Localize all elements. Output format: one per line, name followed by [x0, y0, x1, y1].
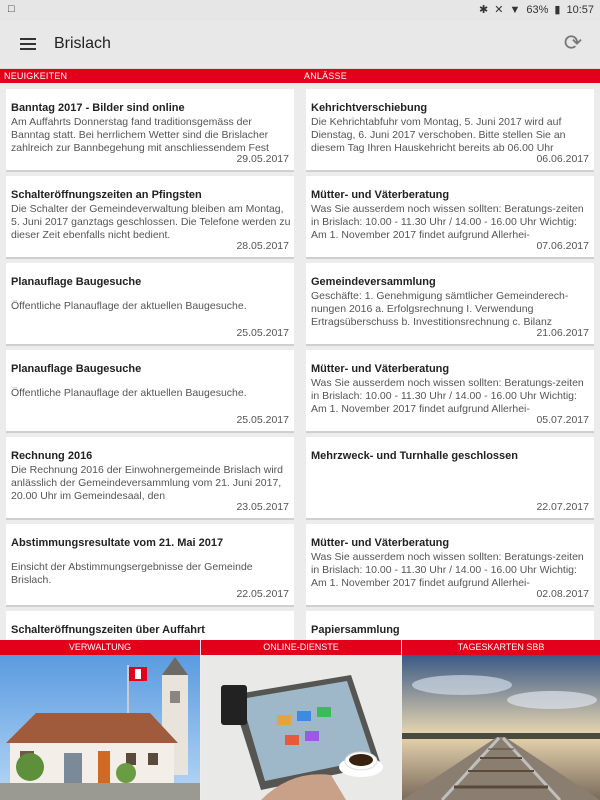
item-text: Die Rechnung 2016 der Einwohnergemeinde Brislach wird anlässlich der Gemeindeversammlung vom 21. Juni 2017, 20.00 Uhr im Gemeindesaal, den: [11, 464, 283, 502]
battery-level: 63%: [526, 3, 549, 16]
item-title: Abstimmungsresultate vom 21. Mai 2017: [11, 537, 224, 549]
item-date: 02.08.2017: [536, 588, 589, 600]
item-date: 23.05.2017: [236, 501, 289, 513]
item-date: 29.05.2017: [236, 153, 289, 165]
item-title: Mütter- und Väterberatung: [311, 363, 450, 375]
list-item[interactable]: [6, 176, 294, 259]
item-title: Mehrzweck- und Turnhalle geschlossen: [311, 450, 519, 462]
item-date: 21.06.2017: [536, 327, 589, 339]
item-date: 05.07.2017: [536, 414, 589, 426]
item-text: Am Auffahrts Donnerstag fand traditionsgemäss der Banntag statt. Bei herrlichem Wetter sind die Brislacher zahlreich zur Bannbegehung mit anschliessendem Fest: [11, 116, 269, 154]
tile-tageskarten-sbb[interactable]: [402, 640, 600, 800]
bluetooth-icon: ✱: [479, 4, 489, 16]
list-item[interactable]: [6, 263, 294, 346]
item-title: Schalteröffnungszeiten an Pfingsten: [11, 189, 202, 201]
item-text: Was Sie ausserdem noch wissen sollten: Beratungs-zeiten in Brislach: 10.00 - 11.30 Uhr / 14.00 - 16.00 Uhr Wichtig: Am 1. November 2017 findet aufgrund Allerhei-: [311, 377, 584, 415]
item-title: Banntag 2017 - Bilder sind online: [11, 102, 185, 114]
item-title: Rechnung 2016: [11, 450, 93, 462]
item-title: Planauflage Baugesuche: [11, 363, 142, 375]
item-date: 22.05.2017: [236, 588, 289, 600]
tile-label: TAGESKARTEN SBB: [402, 640, 600, 655]
tile-verwaltung[interactable]: [0, 640, 200, 800]
list-item[interactable]: [306, 89, 594, 172]
railway-tracks-image: [402, 655, 600, 800]
item-title: Papiersammlung: [311, 624, 400, 636]
hamburger-menu-icon[interactable]: [20, 38, 36, 50]
list-item[interactable]: [6, 89, 294, 172]
list-item[interactable]: [6, 350, 294, 433]
mute-icon: ✕: [494, 4, 504, 16]
item-title: Planauflage Baugesuche: [11, 276, 142, 288]
item-text: Einsicht der Abstimmungsergebnisse der Gemeinde Brislach.: [11, 561, 253, 586]
tile-label: VERWALTUNG: [0, 640, 200, 655]
item-text: Öffentliche Planauflage der aktuellen Baugesuche.: [11, 300, 247, 312]
list-item[interactable]: [306, 176, 594, 259]
town-hall-image: [0, 655, 200, 800]
app-title: Brislach: [54, 35, 111, 52]
list-item[interactable]: [6, 611, 294, 640]
section-header-news: NEUIGKEITEN: [0, 69, 300, 83]
item-title: Mütter- und Väterberatung: [311, 537, 450, 549]
item-date: 25.05.2017: [236, 327, 289, 339]
list-item[interactable]: [306, 437, 594, 520]
item-title: Kehrichtverschiebung: [311, 102, 428, 114]
item-text: Öffentliche Planauflage der aktuellen Baugesuche.: [11, 387, 247, 399]
clock: 10:57: [566, 3, 594, 16]
app-bar: [0, 20, 600, 69]
item-text: Die Schalter der Gemeindeverwaltung bleiben am Montag, 5. Juni 2017 ganztags geschlossen. Die Telefone werden zu dieser Zeit ebenfalls nicht bedient.: [11, 203, 291, 241]
tablet-coffee-image: [201, 655, 401, 800]
battery-icon: ▮: [554, 4, 561, 16]
item-date: 07.06.2017: [536, 240, 589, 252]
list-item[interactable]: [306, 263, 594, 346]
tile-online-dienste[interactable]: [201, 640, 401, 800]
list-item[interactable]: [306, 524, 594, 607]
notification-icon: □: [8, 3, 15, 15]
list-item[interactable]: [306, 350, 594, 433]
news-list[interactable]: [0, 83, 300, 640]
item-text: Die Kehrichtabfuhr vom Montag, 5. Juni 2017 wird auf Dienstag, 6. Juni 2017 verschoben. Bitte stellen Sie an diesem Tag Ihren Hauskehricht bereits ab 06.00 Uhr: [311, 116, 566, 154]
tile-label: ONLINE-DIENSTE: [201, 640, 401, 655]
events-list[interactable]: [300, 83, 600, 640]
item-text: [311, 464, 593, 504]
list-item[interactable]: [6, 524, 294, 607]
item-date: 22.07.2017: [536, 501, 589, 513]
item-date: 06.06.2017: [536, 153, 589, 165]
section-header-events: ANLÄSSE: [300, 69, 600, 83]
list-item[interactable]: [306, 611, 594, 640]
item-title: Gemeindeversammlung: [311, 276, 436, 288]
item-date: 28.05.2017: [236, 240, 289, 252]
item-title: Mütter- und Väterberatung: [311, 189, 450, 201]
item-text: Was Sie ausserdem noch wissen sollten: Beratungs-zeiten in Brislach: 10.00 - 11.30 Uhr / 14.00 - 16.00 Uhr Wichtig: Am 1. November 2017 findet aufgrund Allerhei-: [311, 551, 584, 589]
list-item[interactable]: [6, 437, 294, 520]
item-text: Was Sie ausserdem noch wissen sollten: Beratungs-zeiten in Brislach: 10.00 - 11.30 Uhr / 14.00 - 16.00 Uhr Wichtig: Am 1. November 2017 findet aufgrund Allerhei-: [311, 203, 584, 241]
status-bar: [0, 0, 600, 20]
refresh-icon[interactable]: ⟳: [563, 30, 583, 55]
item-text: Geschäfte: 1. Genehmigung sämtlicher Gemeinderech-nungen 2016 a. Erfolgsrechnung I. Verwendung Ertragsüberschuss b. Investitionsrechnung c. Bilanz: [311, 290, 569, 328]
item-title: Schalteröffnungszeiten über Auffahrt: [11, 624, 205, 636]
wifi-icon: ▼: [509, 3, 521, 16]
item-date: 25.05.2017: [236, 414, 289, 426]
